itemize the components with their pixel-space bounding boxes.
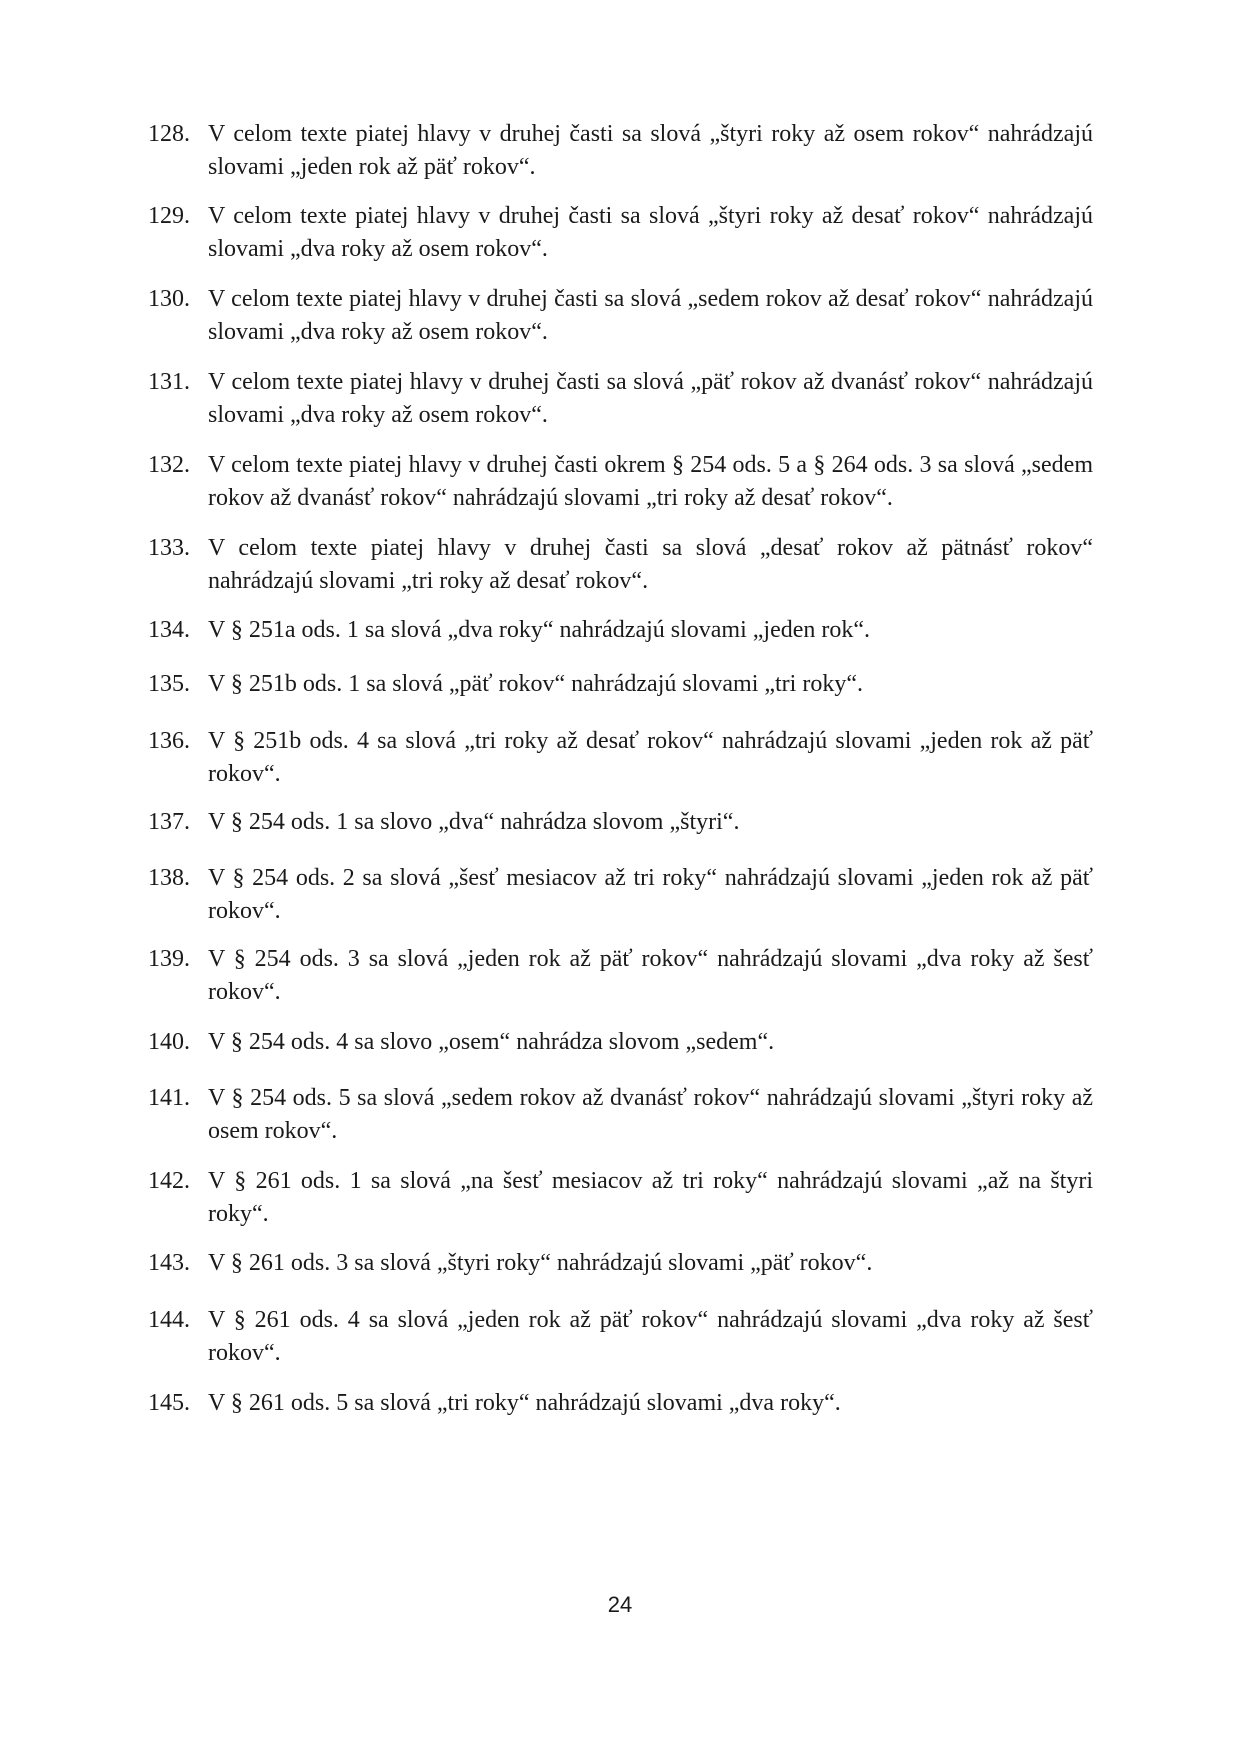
item-text: V celom texte piatej hlavy v druhej časti sa slová „štyri roky až desať rokov“ nahrádzajú slovami „dva roky až osem rokov“.: [208, 203, 1093, 262]
amendment-item: [148, 1165, 1093, 1231]
item-number: 142.: [148, 1168, 190, 1194]
item-text: V § 251b ods. 1 sa slová „päť rokov“ nahrádzajú slovami „tri roky“.: [208, 671, 863, 697]
item-text: V celom texte piatej hlavy v druhej časti sa slová „sedem rokov až desať rokov“ nahrádzajú slovami „dva roky až osem rokov“.: [208, 286, 1093, 345]
amendment-item: [148, 1026, 1093, 1059]
amendment-item: [148, 668, 1093, 701]
amendment-item: [148, 806, 1093, 839]
amendment-item: [148, 1247, 1093, 1280]
amendment-item: [148, 200, 1093, 266]
item-text: V celom texte piatej hlavy v druhej časti okrem § 254 ods. 5 a § 264 ods. 3 sa slová „sedem rokov až dvanásť rokov“ nahrádzajú slovami „tri roky až desať rokov“.: [208, 452, 1093, 511]
item-number: 129.: [148, 203, 190, 229]
item-text: V § 261 ods. 1 sa slová „na šesť mesiacov až tri roky“ nahrádzajú slovami „až na štyri roky“.: [208, 1168, 1093, 1227]
amendment-item: [148, 943, 1093, 1009]
item-number: 140.: [148, 1029, 190, 1055]
item-number: 128.: [148, 121, 190, 147]
amendment-item: [148, 862, 1093, 928]
item-text: V § 251a ods. 1 sa slová „dva roky“ nahrádzajú slovami „jeden rok“.: [208, 617, 871, 643]
amendment-item: [148, 1387, 1093, 1420]
amendment-item: [148, 725, 1093, 791]
item-text: V § 254 ods. 2 sa slová „šesť mesiacov až tri roky“ nahrádzajú slovami „jeden rok až päť rokov“.: [208, 865, 1093, 924]
item-number: 138.: [148, 865, 190, 891]
item-number: 144.: [148, 1307, 190, 1333]
item-number: 141.: [148, 1085, 190, 1111]
item-text: V § 254 ods. 5 sa slová „sedem rokov až dvanásť rokov“ nahrádzajú slovami „štyri roky až osem rokov“.: [208, 1085, 1093, 1144]
item-number: 130.: [148, 286, 190, 312]
item-text: V celom texte piatej hlavy v druhej časti sa slová „štyri roky až osem rokov“ nahrádzajú slovami „jeden rok až päť rokov“.: [208, 121, 1093, 180]
amendment-item: [148, 614, 1093, 647]
amendment-item: [148, 449, 1093, 515]
amendment-item: [148, 532, 1093, 598]
amendment-item: [148, 283, 1093, 349]
item-number: 135.: [148, 671, 190, 697]
amendment-item: [148, 1082, 1093, 1148]
item-number: 143.: [148, 1250, 190, 1276]
item-number: 131.: [148, 369, 190, 395]
item-number: 132.: [148, 452, 190, 478]
item-text: V § 254 ods. 3 sa slová „jeden rok až päť rokov“ nahrádzajú slovami „dva roky až šesť rokov“.: [208, 946, 1093, 1005]
item-text: V celom texte piatej hlavy v druhej časti sa slová „desať rokov až pätnásť rokov“ nahrádzajú slovami „tri roky až desať rokov“.: [208, 535, 1093, 594]
item-number: 133.: [148, 535, 190, 561]
item-text: V § 254 ods. 4 sa slovo „osem“ nahrádza slovom „sedem“.: [208, 1029, 775, 1055]
item-number: 139.: [148, 946, 190, 972]
item-text: V § 261 ods. 4 sa slová „jeden rok až päť rokov“ nahrádzajú slovami „dva roky až šesť rokov“.: [208, 1307, 1093, 1366]
amendment-item: [148, 366, 1093, 432]
item-text: V § 261 ods. 3 sa slová „štyri roky“ nahrádzajú slovami „päť rokov“.: [208, 1250, 873, 1276]
item-text: V celom texte piatej hlavy v druhej časti sa slová „päť rokov až dvanásť rokov“ nahrádzajú slovami „dva roky až osem rokov“.: [208, 369, 1093, 428]
item-text: V § 261 ods. 5 sa slová „tri roky“ nahrádzajú slovami „dva roky“.: [208, 1390, 841, 1416]
item-number: 145.: [148, 1390, 190, 1416]
item-text: V § 251b ods. 4 sa slová „tri roky až desať rokov“ nahrádzajú slovami „jeden rok až päť rokov“.: [208, 728, 1093, 787]
item-number: 137.: [148, 809, 190, 835]
page-number: 24: [607, 1592, 633, 1617]
item-number: 134.: [148, 617, 190, 643]
amendment-item: [148, 118, 1093, 184]
amendment-item: [148, 1304, 1093, 1370]
item-number: 136.: [148, 728, 190, 754]
item-text: V § 254 ods. 1 sa slovo „dva“ nahrádza slovom „štyri“.: [208, 809, 740, 835]
